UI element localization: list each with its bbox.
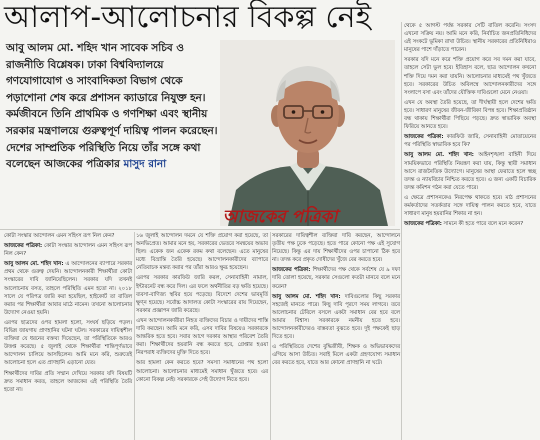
paragraph bbox=[4, 232, 132, 240]
paragraph-text: এ আন্দোলনের ব্যাপারে সরকার প্রথম থেকে গুরুত্ব দেয়নি। আন্দোলনকারী শিক্ষার্থীরা কোটা সংস্কারের দাবি জানিয়েছিলেন। সরকার যদি তখনই আলোচনায় বসত, তাহলে পরিস্থিতি এমন হতো না। ২০১৮ সালে যে পরিপত্র জারি করা হয়েছিল, হাইকোর্ট তা বাতিল করার পর শিক্ষার্থীরা আবার মাঠে নামেন। তখনো আলোচনার উদ্যোগ নেওয়া হয়নি। bbox=[4, 261, 132, 316]
paragraph bbox=[136, 274, 268, 314]
paragraph bbox=[404, 220, 536, 228]
paragraph-text: এখন আন্দোলনকারীরা নিহত ব্যক্তিদের বিচার ও দায়ীদের শাস্তি দাবি করছেন। আমি মনে করি, এসব দাবির বিষয়েও সরকারকে আন্তরিক হতে হবে। সবার আগে দরকার আস্থার পরিবেশ তৈরি করা। শিক্ষার্থীদের হয়রানি বন্ধ করতে হবে, গ্রেপ্তার হওয়া নিরপরাধ ব্যক্তিদের মুক্তি দিতে হবে। bbox=[136, 317, 268, 357]
paragraph-text: শিক্ষার্থীদের পক্ষ থেকে সর্বশেষ যে ৯ দফা দাবি তোলা হয়েছে, সরকার সেগুলো কতটা মানবে বলে মনে করেন? bbox=[272, 267, 400, 290]
paragraph bbox=[136, 317, 268, 357]
speaker-label: আজকের পত্রিকা: bbox=[4, 243, 43, 250]
paragraph-text: সরকারের দায়িত্বশীল ব্যক্তিরা দাবি করছেন, আন্দোলনে তৃতীয় পক্ষ ঢুকে পড়েছে। হতে পারে কোনো পক্ষ এই সুযোগ নিয়েছে। কিন্তু এর দায় শিক্ষার্থীদের ওপর চাপানো ঠিক হবে না। তদন্ত করে প্রকৃত দোষীদের খুঁজে বের করতে হবে। bbox=[272, 233, 400, 264]
paragraph-text: ১৬ জুলাই আন্দোলন দমনে যে শক্তি প্রয়োগ করা হয়েছে, তা অনভিপ্রেত। আমার মনে হয়, সরকারের ভেতরে সমন্বয়ের অভাব ছিল। একেক জন একেক রকম কথা বলেছেন। এতে মানুষের মধ্যে বিভ্রান্তি তৈরি হয়েছে। আন্দোলনকারীদের ব্যাপারে নেতিবাচক মন্তব্য করার পর তাঁরা আরও ক্ষুব্ধ হয়েছেন। bbox=[136, 233, 268, 272]
paragraph-text: থেকে ৫ আগস্ট পর্যন্ত সরকার সেটি বাতিল করেনি। সংসদ এখনো সক্রিয় নয়। আমি মনে করি, নির্বাচিত জনপ্রতিনিধিদের এই সংকটে ভূমিকা রাখা উচিত। স্থানীয় সরকারের প্রতিনিধিরাও মানুষের পাশে দাঁড়াতে পারেন। bbox=[404, 23, 536, 54]
speaker-label: আজকের পত্রিকা: bbox=[404, 221, 442, 228]
paragraph-text: দাবিগুলোর কিছু সরকার সহজেই মানতে পারে। কিছু দাবি পূরণে সময় লাগবে। তবে আলোচনার টেবিলে বসলে একটা সমাধান বের হবে বলে আমার বিশ্বাস। সরকারকে নমনীয় হতে হবে। আন্দোলনকারীদেরও বাস্তবতা বুঝতে হবে। দুই পক্ষকেই ছাড় দিতে হবে। bbox=[272, 293, 400, 341]
paragraph-text: এ ক্ষেত্রে প্রশাসনকেও নিরপেক্ষ থাকতে হবে। মাঠ প্রশাসনের কর্মকর্তাদের সতর্কতার সঙ্গে দায়িত্ব পালন করতে হবে, যাতে সাধারণ মানুষ হয়রানির শিকার না হন। bbox=[404, 194, 536, 218]
paragraph-text: এ পরিস্থিতিতে দেশের বুদ্ধিজীবী, শিক্ষক ও অভিভাবকদের এগিয়ে আসা উচিত। সবাই মিলে একটা গ্রহণযোগ্য সমাধান বের করতে হবে, যাতে আর কোনো প্রাণহানি না ঘটে। bbox=[272, 344, 400, 367]
intro-text: সাবেক সচিব ও রাজনীতি বিশ্লেষক। ঢাকা বিশ্ববিদ্যালয়ে গণযোগাযোগ ও সাংবাদিকতা বিভাগ থেকে পড়াশোনা শেষ করে প্রশাসন ক্যাডারে নিযুক্ত হন। কর্মজীবনে তিনি প্রাথমিক ও গণশিক্ষা এবং স্থানীয় সরকার মন্ত্রণালয়ে গুরুত্বপূর্ণ দায়িত্ব পালন করেছেন। দেশের সাম্প্রতিক পরিস্থিতি নিয়ে তাঁর সঙ্গে কথা বলেছেন আজকের পত্রিকার bbox=[6, 42, 218, 171]
paragraph bbox=[404, 99, 536, 131]
article-column-3 bbox=[272, 232, 400, 370]
interviewer-name: মাসুদ রানা bbox=[123, 158, 167, 171]
speaker-label: আজকের পত্রিকা: bbox=[272, 267, 311, 274]
paragraph-text: আইনশৃঙ্খলা বাহিনী দিয়ে সাময়িকভাবে পরিস্থিতি নিয়ন্ত্রণ করা যায়, কিন্তু স্থায়ী সমাধান আসে রাজনৈতিক উদ্যোগে। মানুষের আস্থা ফেরাতে হলে স্বচ্ছ তদন্ত ও ন্যায়বিচার নিশ্চিত করতে হবে। এ জন্য একটি বিচারিক তদন্ত কমিশন গঠন করা যেতে পারে। bbox=[404, 152, 536, 191]
speaker-label: আবু আলম মো. শহিদ খান: bbox=[4, 261, 64, 268]
paragraph-text: কোটা সংস্কার আন্দোলন এমন সহিংস রূপ নিল কেন? bbox=[4, 243, 133, 258]
paragraph bbox=[272, 343, 400, 367]
column-divider bbox=[134, 232, 135, 440]
paragraph bbox=[4, 242, 132, 258]
article-column-2 bbox=[136, 232, 268, 386]
section-divider bbox=[0, 229, 400, 230]
paragraph bbox=[404, 194, 536, 218]
paragraph bbox=[4, 260, 132, 317]
paragraph-text: সামনে কী হতে পারে বলে মনে করেন? bbox=[441, 221, 524, 228]
article-column-4 bbox=[404, 22, 536, 230]
paragraph bbox=[136, 232, 268, 272]
paragraph bbox=[404, 22, 536, 54]
interviewee-photo bbox=[220, 40, 395, 226]
article-headline: আলাপ-আলোচনার বিকল্প নেই bbox=[4, 0, 372, 35]
paragraph-text: কারফিউ জারি, সেনাবাহিনী মোতায়েনের পর পরিস্থিতি স্বাভাবিক হবে কি? bbox=[404, 134, 537, 149]
speaker-label: আবু আলম মো. শহিদ খান: bbox=[272, 293, 341, 300]
speaker-label: আজকের পত্রিকা: bbox=[404, 134, 444, 141]
article-column-1 bbox=[4, 232, 132, 396]
paragraph bbox=[404, 56, 536, 96]
paragraph bbox=[272, 293, 400, 342]
paragraph-text: আর হামলা কেন করতে হবে? সমস্যা সমাধানের পথ হলো আলোচনা। আলোচনার মাধ্যমেই সমাধান খুঁজতে হবে। এর কোনো বিকল্প নেই। সরকারকে সেই উদ্যোগ নিতে হবে। bbox=[136, 360, 268, 383]
interviewee-intro bbox=[6, 40, 218, 173]
column-divider bbox=[270, 232, 271, 440]
paragraph-text: শিক্ষার্থীদের দাবির প্রতি সম্মান দেখিয়ে সরকার যদি বিষয়টি দ্রুত সমাধান করত, তাহলে আজকের এই পরিস্থিতি তৈরি হতো না। bbox=[4, 370, 132, 393]
paragraph-text: এরপর ছাত্রদের ওপর হামলা হলো, সংঘর্ষ ছড়িয়ে পড়ল। বিভিন্ন জায়গায় প্রাণহানির ঘটনা ঘটল। সরকারের দায়িত্বশীল ব্যক্তিরা যে ধরনের বক্তব্য দিয়েছেন, তা পরিস্থিতিকে আরও উত্তপ্ত করেছে। ৫ জুলাই থেকে শিক্ষার্থীরা শান্তিপূর্ণভাবে আন্দোলন চালিয়ে আসছিলেন। আমি মনে করি, শুরুতেই আলোচনা হলে এত প্রাণহানি এড়ানো যেত। bbox=[4, 319, 132, 367]
paragraph bbox=[404, 133, 536, 149]
paragraph bbox=[272, 266, 400, 290]
paragraph-text: কোটা সংস্কার আন্দোলন এমন সহিংস রূপ নিল কেন? bbox=[4, 233, 115, 239]
column-divider bbox=[401, 22, 402, 440]
speaker-label: আবু আলম মো. শহিদ খান: bbox=[404, 152, 474, 159]
paragraph bbox=[4, 370, 132, 394]
paragraph bbox=[404, 151, 536, 191]
paragraph-text: সরকার যদি মনে করে শক্তি প্রয়োগ করে সব দমন করা যাবে, তাহলে সেটা ভুল হবে। ইতিহাস বলে, ছাত্র আন্দোলন কখনো শক্তি দিয়ে দমন করা যায়নি। আলোচনার মাধ্যমেই পথ খুঁজতে হবে। সরকারের উচিত অবিলম্বে আন্দোলনকারীদের সঙ্গে সংলাপে বসা এবং তাঁদের যৌক্তিক দাবিগুলো মেনে নেওয়া। bbox=[404, 57, 536, 96]
paragraph-text: এখন যে অবস্থা তৈরি হয়েছে, তা দীর্ঘস্থায়ী হলে দেশের ক্ষতি হবে। সাধারণ মানুষের জীবন-জীবিকা বিপন্ন হবে। শিক্ষাপ্রতিষ্ঠান বন্ধ থাকায় শিক্ষার্থীরা পিছিয়ে পড়ছে। দ্রুত স্বাভাবিক অবস্থা ফিরিয়ে আনতে হবে। bbox=[404, 99, 536, 131]
paragraph bbox=[136, 359, 268, 383]
paragraph-text: এরপর সরকার কারফিউ জারি করল, সেনাবাহিনী নামাল, ইন্টারনেট বন্ধ করে দিল। এর ফলে অর্থনীতির বড় ক্ষতি হয়েছে। ব্যবসা-বাণিজ্য স্থবির হয়ে পড়েছে। বিদেশে দেশের ভাবমূর্তি ক্ষুণ্ন হয়েছে। সর্বোচ্চ আদালত কোটা সংস্কারের রায় দিয়েছেন, সরকার প্রজ্ঞাপন জারি করেছে। bbox=[136, 275, 268, 314]
interviewee-name: আবু আলম মো. শহিদ খান bbox=[6, 42, 118, 54]
paragraph bbox=[4, 319, 132, 368]
publication-watermark: আজকের পত্রিকা bbox=[222, 207, 338, 227]
paragraph bbox=[272, 232, 400, 264]
